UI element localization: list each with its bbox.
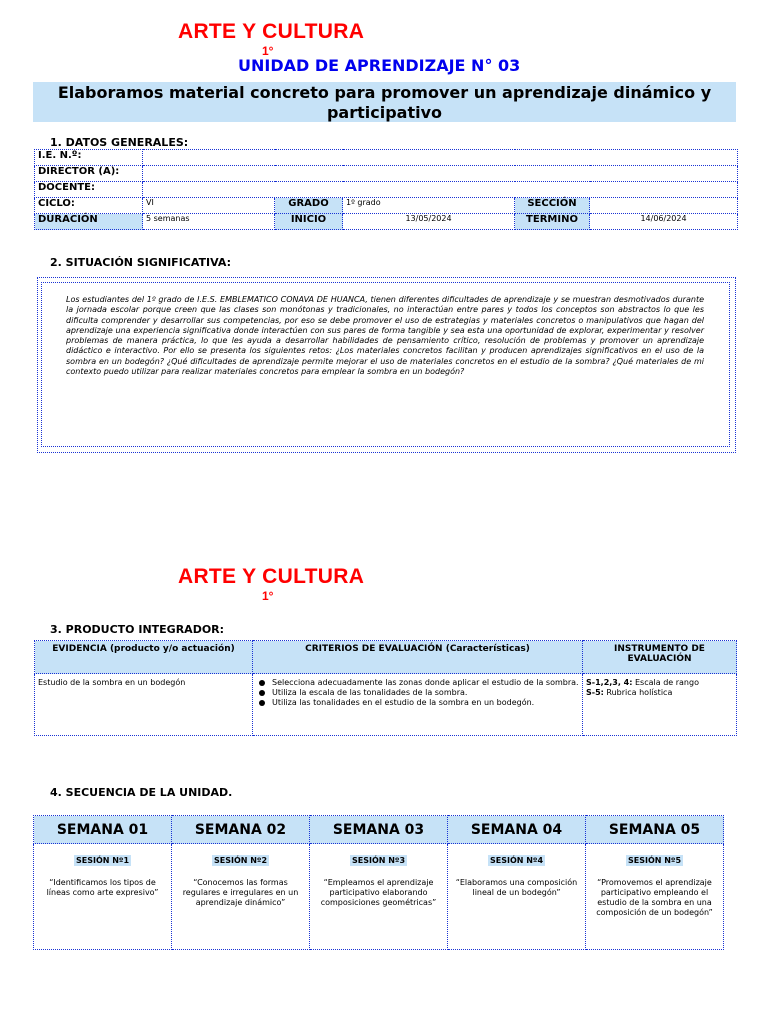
director-label: DIRECTOR (A): (35, 166, 143, 182)
row-duracion (35, 214, 738, 230)
datos-heading: 1. DATOS GENERALES: (50, 136, 189, 149)
secuencia-table (33, 815, 724, 950)
grado-value: 1º grado (343, 198, 515, 214)
duracion-label: DURACIÓN (35, 214, 143, 230)
secuencia-heading: 4. SECUENCIA DE LA UNIDAD. (50, 786, 233, 799)
subject-title: ARTE Y CULTURA (178, 20, 365, 43)
session-cell (448, 844, 586, 950)
session-cell (34, 844, 172, 950)
row-ie (35, 150, 738, 166)
session-cell (586, 844, 724, 950)
week-header: SEMANA 04 (448, 816, 586, 844)
col-criterios: CRITERIOS DE EVALUACIÓN (Características) (253, 641, 583, 674)
session-label: SESIÓN Nº3 (351, 856, 406, 865)
session-label: SESIÓN Nº2 (213, 856, 268, 865)
bullet-icon (259, 680, 265, 686)
evidencia-cell: Estudio de la sombra en un bodegón (35, 674, 253, 736)
instrumento-item: S-1,2,3, 4: Escala de rango (586, 678, 699, 687)
inicio-label: INICIO (275, 214, 343, 230)
row-director (35, 166, 738, 182)
grado-label: GRADO (275, 198, 343, 214)
seccion-value (590, 198, 738, 214)
duracion-value: 5 semanas (143, 214, 275, 230)
situacion-heading: 2. SITUACIÓN SIGNIFICATIVA: (50, 256, 232, 269)
session-title: “Conocemos las formas regulares e irregulares en un aprendizaje dinámico” (182, 878, 299, 907)
bullet-icon (259, 690, 265, 696)
unit-title: UNIDAD DE APRENDIZAJE N° 03 (238, 56, 521, 75)
ciclo-value: VI (143, 198, 275, 214)
bullet-icon (259, 700, 265, 706)
criterio-item: Selecciona adecuadamente las zonas donde aplicar el estudio de la sombra. (256, 678, 579, 688)
week-header: SEMANA 02 (172, 816, 310, 844)
termino-value: 14/06/2024 (590, 214, 738, 230)
director-value (143, 166, 738, 182)
unit-name-banner: Elaboramos material concreto para promover un aprendizaje dinámico y participativo (33, 82, 736, 122)
col-instrumento: INSTRUMENTO DE EVALUACIÓN (583, 641, 737, 674)
ie-label: I.E. N.º: (35, 150, 143, 166)
datos-generales-table (34, 149, 738, 230)
week-header: SEMANA 05 (586, 816, 724, 844)
session-title: “Promovemos el aprendizaje participativo empleando el estudio de la sombra en una composición de un bodegón” (596, 878, 713, 917)
producto-table (34, 640, 737, 736)
subject-grade-partial: 1° (262, 44, 274, 58)
producto-row (35, 674, 737, 736)
row-ciclo (35, 198, 738, 214)
session-title: “Empleamos el aprendizaje participativo elaborando composiciones geométricas” (320, 878, 437, 907)
situacion-inner-box (41, 282, 730, 447)
criterios-list (256, 678, 579, 708)
session-cell (172, 844, 310, 950)
termino-label: TERMINO (515, 214, 590, 230)
seccion-label: SECCIÓN (515, 198, 590, 214)
session-title: “Identificamos los tipos de líneas como arte expresivo” (46, 878, 159, 897)
inicio-value: 13/05/2024 (343, 214, 515, 230)
situacion-text: Los estudiantes del 1º grado de I.E.S. EMBLEMATICO CONAVA DE HUANCA, tienen diferentes dificultades de aprendizaje y se muestran desmotivados durante la jornada escolar porque creen que las clases son monótonas y tradicionales, no interactúan entre pares y todos los conceptos son abstractos lo que les dificulta comprender y desarrollar sus competencias, por eso se debe promover el uso de estrategias y materiales concretos o manipulativos que hagan del aprendizaje una experiencia significativa donde interactúen con sus pares de forma tangible y sea esta una oportunidad de explorar, experimentar y resolver problemas de manera práctica, lo que les ayuda a desarrollar habilidades de pensamiento crítico, resolución de problemas y promover un aprendizaje didáctico e interactivo. Por ello se presenta los siguientes retos: ¿Los materiales concretos facilitan y producen aprendizajes significativos en el uso de la sombra en un bodegón? ¿Qué dificultades de aprendizaje permite mejorar el uso de materiales concretos en el estudio de la sombra? ¿Qué materiales de mi contexto puedo utilizar para realizar materiales concretos para emplear la sombra en un bodegón? (66, 295, 704, 377)
docente-label: DOCENTE: (35, 182, 143, 198)
session-label: SESIÓN Nº5 (627, 856, 682, 865)
row-docente (35, 182, 738, 198)
criterio-item: Utiliza las tonalidades en el estudio de la sombra en un bodegón. (256, 698, 579, 708)
weeks-row (34, 816, 724, 844)
session-cell (310, 844, 448, 950)
producto-header-row (35, 641, 737, 674)
week-header: SEMANA 01 (34, 816, 172, 844)
subject-title-page2: ARTE Y CULTURA (178, 565, 365, 588)
session-label: SESIÓN Nº4 (489, 856, 544, 865)
session-label: SESIÓN Nº1 (75, 856, 130, 865)
ciclo-label: CICLO: (35, 198, 143, 214)
criterios-cell (253, 674, 583, 736)
session-title: “Elaboramos una composición lineal de un bodegón” (455, 878, 578, 897)
subject-grade-partial-page2: 1° (262, 589, 274, 603)
ie-value (143, 150, 738, 166)
docente-value (143, 182, 738, 198)
week-header: SEMANA 03 (310, 816, 448, 844)
criterio-item: Utiliza la escala de las tonalidades de la sombra. (256, 688, 579, 698)
producto-heading: 3. PRODUCTO INTEGRADOR: (50, 623, 225, 636)
sessions-row (34, 844, 724, 950)
instrumento-item: S-5: Rubrica holística (586, 688, 673, 697)
col-evidencia: EVIDENCIA (producto y/o actuación) (35, 641, 253, 674)
situacion-box (37, 277, 736, 453)
instrumento-cell (583, 674, 737, 736)
